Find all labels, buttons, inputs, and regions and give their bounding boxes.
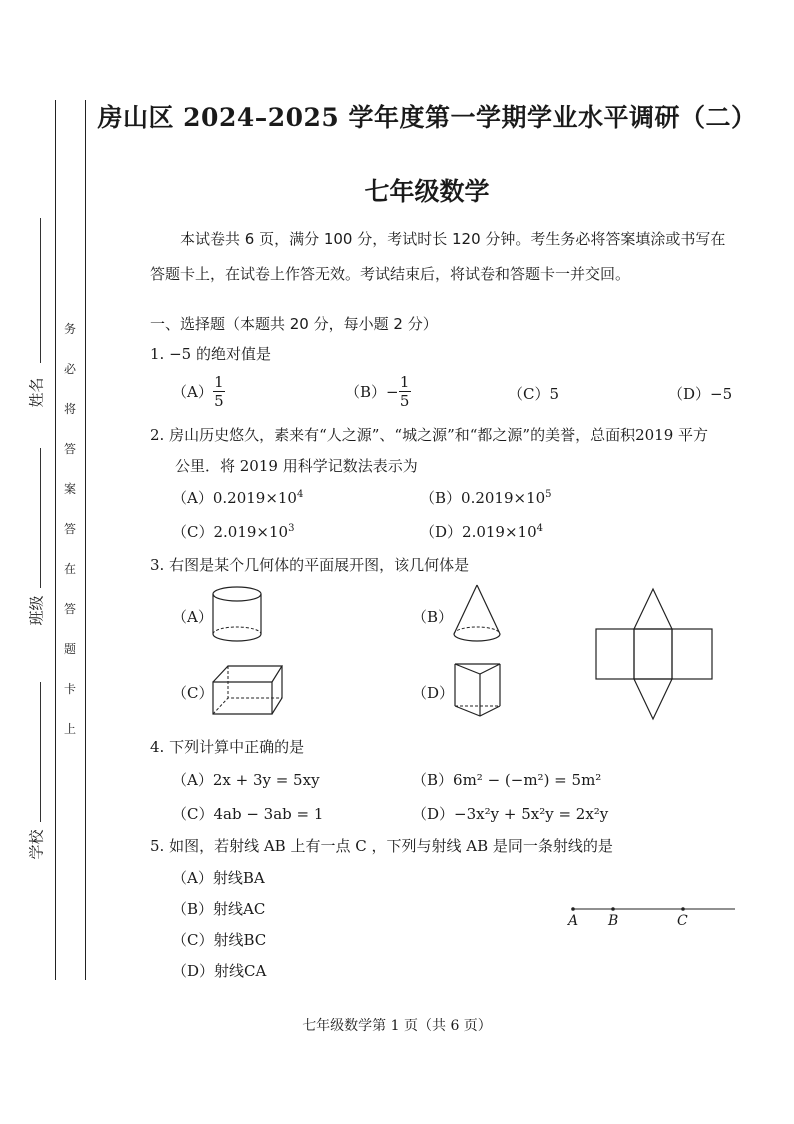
q1-option-a-label: （A） — [172, 383, 213, 401]
q3-option-b[interactable] — [412, 606, 453, 627]
notice-char: 务 — [63, 322, 76, 336]
q1-b-numerator: 1 — [399, 373, 410, 391]
q4-option-c[interactable]: （C）4ab − 3ab = 1 — [172, 805, 324, 823]
notice-char: 在 — [63, 562, 76, 576]
q2-d-text: （D）2.019×10 — [420, 523, 537, 541]
notice-column — [60, 320, 80, 760]
question-4-stem: 4. 下列计算中正确的是 — [150, 738, 305, 756]
q1-b-sign: − — [386, 382, 399, 401]
point-label-c: C — [677, 913, 688, 929]
q2-option-d[interactable] — [420, 521, 543, 542]
q3-option-d-label: （D） — [412, 684, 455, 702]
prism-net-diagram — [595, 588, 715, 720]
point-label-a: A — [568, 913, 579, 929]
notice-char: 将 — [63, 402, 76, 416]
point-label-b: B — [608, 913, 619, 929]
q5-option-c[interactable]: （C）射线BC — [172, 931, 267, 949]
triangular-prism-icon — [452, 660, 512, 724]
q4-option-b[interactable]: （B）6m² − (−m²) = 5m² — [412, 771, 602, 789]
q5-option-a[interactable]: （A）射线BA — [172, 869, 265, 887]
q2-b-exponent: 5 — [545, 489, 552, 500]
question-5-stem: 5. 如图，若射线 AB 上有一点 C ，下列与射线 AB 是同一条射线的是 — [150, 837, 613, 855]
q1-b-denominator: 5 — [399, 392, 410, 410]
q2-option-b[interactable] — [420, 487, 552, 508]
q3-option-c-label: （C） — [172, 684, 214, 702]
q2-a-exponent: 4 — [296, 489, 304, 500]
page-footer: 七年级数学第 1 页（共 6 页） — [302, 1018, 492, 1034]
notice-char: 案 — [63, 482, 76, 496]
notice-char: 答 — [63, 602, 76, 616]
cone-icon — [450, 582, 510, 644]
q1-a-denominator: 5 — [214, 392, 224, 410]
q2-b-text: （B）0.2019×10 — [420, 489, 546, 507]
question-1-stem: 1. −5 的绝对值是 — [150, 345, 271, 363]
q2-a-text: （A）0.2019×10 — [172, 489, 297, 507]
school-field-line[interactable] — [40, 682, 41, 822]
notice-char: 题 — [63, 642, 76, 656]
q5-option-d[interactable]: （D）射线CA — [172, 962, 267, 980]
q3-option-a[interactable] — [172, 606, 213, 627]
school-label: 学校 — [27, 829, 46, 860]
binding-line-right — [85, 100, 86, 980]
question-3-stem: 3. 右图是某个几何体的平面展开图，该几何体是 — [150, 556, 470, 574]
q3-option-a-label: （A） — [172, 608, 213, 626]
q1-option-c[interactable]: （C）5 — [508, 385, 560, 403]
q4-option-d[interactable]: （D）−3x²y + 5x²y = 2x²y — [412, 805, 609, 823]
q1-option-b[interactable] — [345, 373, 411, 410]
class-label: 班级 — [27, 595, 46, 626]
q3-option-d[interactable] — [412, 682, 454, 703]
question-2-stem-line2: 公里．将 2019 用科学记数法表示为 — [175, 457, 418, 475]
rectangular-prism-icon — [210, 660, 280, 722]
q4-option-a[interactable]: （A）2x + 3y = 5xy — [172, 771, 320, 789]
name-field-line[interactable] — [40, 218, 41, 363]
notice-char: 答 — [63, 522, 76, 536]
q1-option-b-label: （B） — [345, 383, 387, 401]
q3-option-c[interactable] — [172, 682, 213, 703]
q1-a-numerator: 1 — [214, 373, 224, 391]
q3-option-b-label: （B） — [412, 608, 454, 626]
ray-diagram — [565, 900, 740, 936]
binding-line-left — [55, 100, 56, 980]
q2-option-c[interactable] — [172, 521, 294, 542]
point-b — [611, 907, 615, 911]
q1-option-b-fraction — [399, 373, 411, 410]
name-label: 姓名 — [27, 377, 46, 408]
point-c — [681, 907, 685, 911]
notice-char: 卡 — [63, 682, 76, 696]
cylinder-icon — [210, 584, 270, 646]
q2-c-exponent: 3 — [288, 523, 295, 534]
page-subtitle: 七年级数学 — [364, 177, 490, 206]
q2-c-text: （C）2.019×10 — [172, 523, 289, 541]
q5-option-b[interactable]: （B）射线AC — [172, 900, 266, 918]
q1-option-a[interactable] — [172, 373, 225, 410]
question-2-stem-line1: 2. 房山历史悠久，素来有“人之源”、“城之源”和“都之源”的美誉，总面积2019 平方 — [150, 426, 709, 444]
q1-option-a-fraction — [213, 373, 225, 410]
notice-char: 必 — [63, 362, 76, 376]
q2-d-exponent: 4 — [536, 523, 543, 534]
page-title: 房山区 2024–2025 学年度第一学期学业水平调研（二） — [97, 103, 757, 132]
notice-char: 上 — [63, 722, 76, 736]
q1-option-d[interactable]: （D）−5 — [668, 385, 733, 403]
q2-option-a[interactable] — [172, 487, 303, 508]
intro-text: 本试卷共 6 页，满分 100 分，考试时长 120 分钟。考生务必将答案填涂或书写在答题卡上，在试卷上作答无效。考试结束后，将试卷和答题卡一并交回。 — [150, 230, 726, 283]
section-heading: 一、选择题（本题共 20 分，每小题 2 分） — [150, 315, 438, 333]
notice-char: 答 — [63, 442, 76, 456]
point-a — [571, 907, 575, 911]
class-field-line[interactable] — [40, 448, 41, 588]
